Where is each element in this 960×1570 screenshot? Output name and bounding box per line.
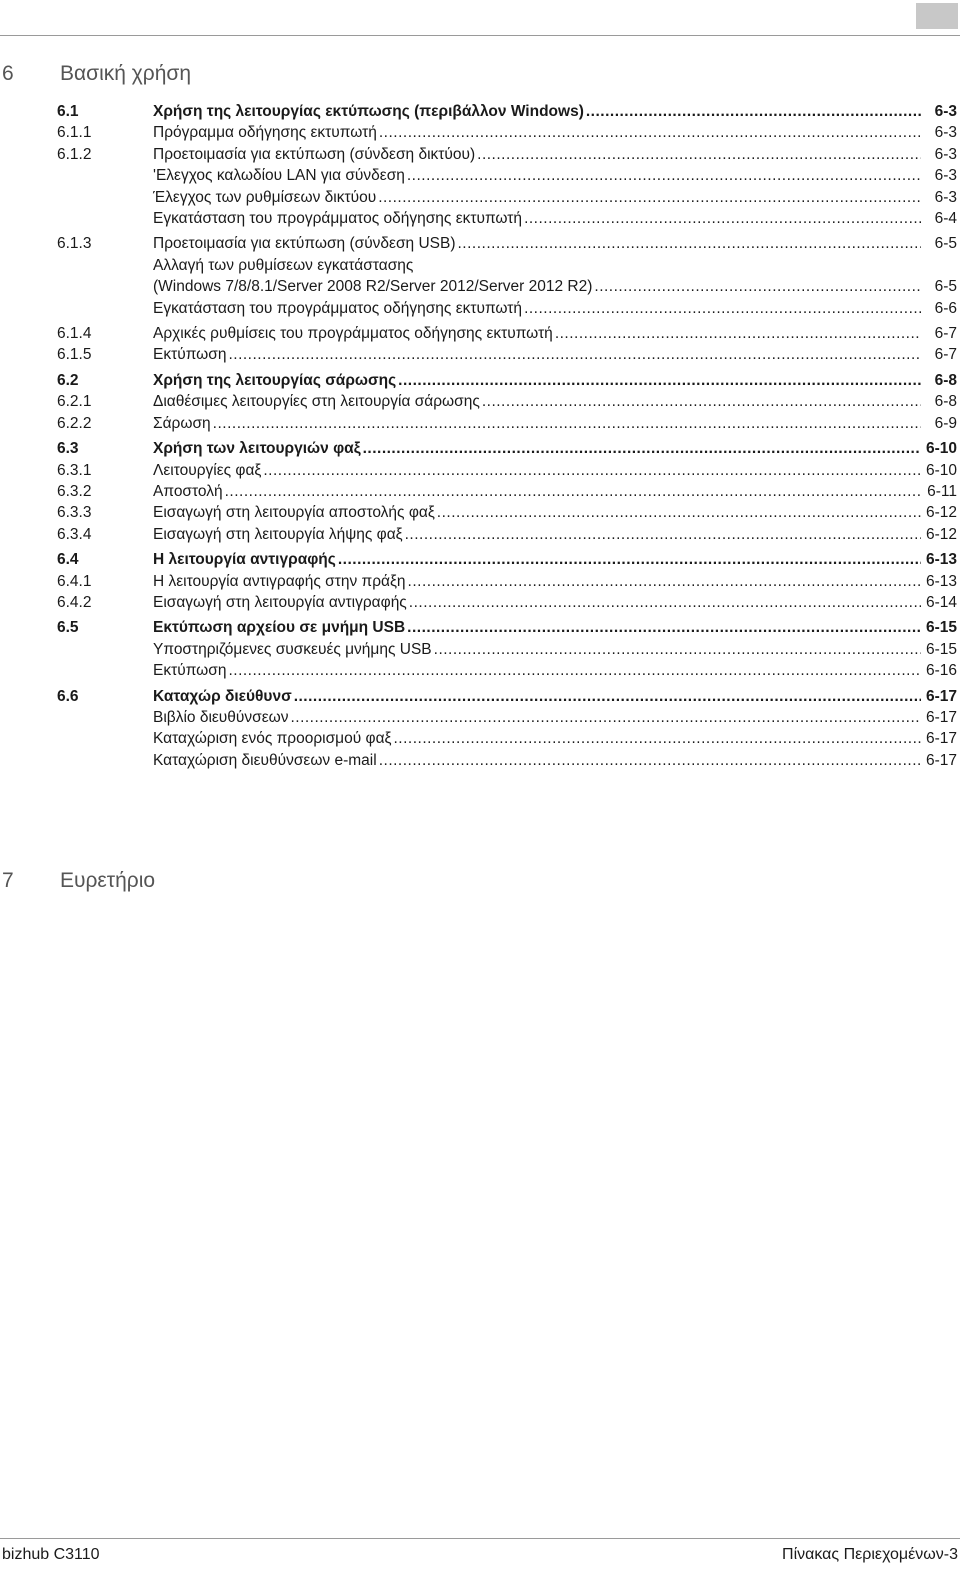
toc-entry-number: 6.2.2 xyxy=(57,414,92,432)
toc-entry-page: 6-3 xyxy=(934,145,957,163)
toc-entry-number: 6.5 xyxy=(57,619,79,637)
dot-leader xyxy=(434,639,921,660)
toc-entry-page: 6-16 xyxy=(925,662,957,680)
chapter-number: 7 xyxy=(2,869,14,892)
toc-entry[interactable] xyxy=(0,101,957,122)
toc-entry-title: Η λειτουργία αντιγραφής xyxy=(153,551,336,569)
toc-entry[interactable] xyxy=(0,165,957,186)
toc-entry[interactable] xyxy=(0,233,957,254)
toc-entry[interactable] xyxy=(0,298,957,319)
dot-leader xyxy=(586,101,921,122)
toc-entry-title: Εγκατάσταση του προγράμματος οδήγησης εκτυπωτή xyxy=(153,299,523,317)
toc-entry-page: 6-9 xyxy=(934,414,957,432)
toc-entry[interactable] xyxy=(0,481,957,502)
toc-entry-title: Χρήση της λειτουργίας σάρωσης xyxy=(153,371,397,389)
toc-entry-page: 6-4 xyxy=(934,210,957,228)
dot-leader xyxy=(398,370,921,391)
toc-entry[interactable] xyxy=(0,344,957,365)
toc-entry[interactable] xyxy=(0,728,957,749)
chapter-6-heading xyxy=(0,62,191,86)
toc-entry-title: Η λειτουργία αντιγραφής στην πράξη xyxy=(153,572,406,590)
dot-leader xyxy=(290,707,921,728)
dot-leader xyxy=(338,549,921,570)
toc-entry-number: 6.6 xyxy=(57,687,79,705)
toc-entry-page: 6-12 xyxy=(925,504,957,522)
toc-entry-page: 6-3 xyxy=(934,167,957,185)
toc-entry-title: Εκτύπωση xyxy=(153,662,227,680)
toc-entry-number: 6.2 xyxy=(57,371,79,389)
toc-entry[interactable] xyxy=(0,208,957,229)
toc-entry-page: 6-3 xyxy=(934,188,957,206)
toc-entry-page: 6-13 xyxy=(925,572,957,590)
dot-leader xyxy=(225,481,921,502)
dot-leader xyxy=(408,571,921,592)
toc-entry-page: 6-5 xyxy=(934,278,957,296)
dot-leader xyxy=(407,165,921,186)
toc-entry-title: Εισαγωγή στη λειτουργία αποστολής φαξ xyxy=(153,504,435,522)
toc-entry[interactable] xyxy=(0,707,957,728)
toc-entry[interactable] xyxy=(0,571,957,592)
chapter-number: 6 xyxy=(2,62,14,85)
dot-leader xyxy=(524,208,921,229)
toc-entry-page: 6-3 xyxy=(934,124,957,142)
dot-leader xyxy=(594,276,921,297)
chapter-title: Ευρετήριο xyxy=(60,869,156,892)
toc-entry-page: 6-15 xyxy=(925,640,957,658)
toc-entry-page: 6-8 xyxy=(934,371,957,389)
toc-entry-number: 6.1.2 xyxy=(57,145,92,163)
toc-entry[interactable] xyxy=(0,750,957,771)
toc-entry[interactable] xyxy=(0,276,957,297)
corner-tab xyxy=(916,3,958,29)
dot-leader xyxy=(294,686,921,707)
toc-entry-page: 6-6 xyxy=(934,299,957,317)
toc-entry-number: 6.3.2 xyxy=(57,482,92,500)
dot-leader xyxy=(405,524,921,545)
toc-entry-title: Πρόγραμμα οδήγησης εκτυπωτή xyxy=(153,124,377,142)
toc-entry-page: 6-17 xyxy=(925,730,957,748)
dot-leader xyxy=(482,391,921,412)
toc-entry-number: 6.4.1 xyxy=(57,572,92,590)
toc-entry-title: Εγκατάσταση του προγράμματος οδήγησης εκτυπωτή xyxy=(153,210,523,228)
toc-entry[interactable] xyxy=(0,686,957,707)
toc-entry-number: 6.1 xyxy=(57,103,79,120)
dot-leader xyxy=(379,750,921,771)
toc-entry-title: Καταχώρ διεύθυνσ xyxy=(153,687,292,705)
toc-entry-page: 6-8 xyxy=(934,393,957,411)
toc-entry-page: 6-5 xyxy=(934,235,957,253)
toc-entry-title: Βιβλίο διευθύνσεων xyxy=(153,708,289,726)
toc-entry-number: 6.4 xyxy=(57,551,79,569)
toc-entry-title: Αλλαγή των ρυθμίσεων εγκατάστασης xyxy=(153,256,414,274)
toc-entry-title: Χρήση της λειτουργίας εκτύπωσης (περιβάλλον Windows) xyxy=(153,103,584,120)
dot-leader xyxy=(458,233,922,254)
dot-leader xyxy=(409,592,921,613)
toc-entry[interactable] xyxy=(0,144,957,165)
toc-entry[interactable] xyxy=(0,639,957,660)
toc-entry-page: 6-7 xyxy=(934,325,957,343)
toc-entry-page: 6-7 xyxy=(934,346,957,364)
toc-entry-page: 6-17 xyxy=(925,751,957,769)
toc-entry-title: Υποστηριζόμενες συσκευές μνήμης USB xyxy=(153,640,432,658)
toc-entry-title: 'Ελεγχος καλωδίου LAN για σύνδεση xyxy=(153,167,405,185)
toc-entry-page: 6-17 xyxy=(925,687,957,705)
toc-entry-number: 6.4.2 xyxy=(57,593,92,611)
dot-leader xyxy=(407,617,921,638)
toc-entry-title: Λειτουργίες φαξ xyxy=(153,461,262,479)
toc-entry-page: 6-10 xyxy=(925,461,957,479)
toc-entry[interactable] xyxy=(0,502,957,523)
toc-entry[interactable] xyxy=(0,413,957,434)
toc-entry-title: Προετοιμασία για εκτύπωση (σύνδεση USB) xyxy=(153,235,456,253)
toc-entry[interactable] xyxy=(0,122,957,143)
toc-entry-number: 6.2.1 xyxy=(57,393,92,411)
dot-leader xyxy=(379,122,921,143)
toc-entry-number: 6.1.1 xyxy=(57,124,92,142)
toc-entry-title: Εισαγωγή στη λειτουργία αντιγραφής xyxy=(153,593,407,611)
toc-entry-title: Εκτύπωση xyxy=(153,346,227,364)
dot-leader xyxy=(363,438,921,459)
toc-entry-title: Σάρωση xyxy=(153,414,211,432)
toc-entry-title: Αποστολή xyxy=(153,482,223,500)
toc-entry-page: 6-17 xyxy=(925,708,957,726)
toc-entry[interactable] xyxy=(0,187,957,208)
toc-entry-title: Διαθέσιμες λειτουργίες στη λειτουργία σάρωσης xyxy=(153,393,480,411)
toc-entry-title: Εκτύπωση αρχείου σε μνήμη USB xyxy=(153,619,406,637)
toc-entry-title: Εισαγωγή στη λειτουργία λήψης φαξ xyxy=(153,525,403,543)
toc-entry-page: 6-12 xyxy=(925,525,957,543)
toc-entry-title: (Windows 7/8/8.1/Server 2008 R2/Server 2012/Server 2012 R2) xyxy=(153,278,593,296)
toc-entry[interactable] xyxy=(0,549,957,570)
toc-entry[interactable] xyxy=(0,370,957,391)
toc-entry[interactable] xyxy=(0,323,957,344)
toc-entry-page: 6-11 xyxy=(927,482,957,500)
toc-entry-title: Καταχώριση ενός προορισμού φαξ xyxy=(153,730,392,748)
chapter-title: Βασική χρήση xyxy=(60,62,192,85)
toc-entry-title: Έλεγχος των ρυθμίσεων δικτύου xyxy=(153,188,377,206)
toc-entry-number: 6.3.4 xyxy=(57,525,92,543)
toc-entry[interactable] xyxy=(0,617,957,638)
dot-leader xyxy=(393,728,921,749)
dot-leader xyxy=(378,187,921,208)
toc-entry[interactable] xyxy=(0,391,957,412)
table-of-contents xyxy=(0,97,957,771)
dot-leader xyxy=(477,144,921,165)
toc-entry-page: 6-13 xyxy=(925,551,957,569)
toc-entry[interactable] xyxy=(0,592,957,613)
toc-entry-page: 6-10 xyxy=(925,440,957,458)
toc-entry-title: Χρήση των λειτουργιών φαξ xyxy=(153,440,361,458)
toc-entry-title: Καταχώριση διευθύνσεων e-mail xyxy=(153,751,377,769)
toc-entry-page: 6-14 xyxy=(925,593,957,611)
dot-leader xyxy=(524,298,921,319)
toc-entry[interactable] xyxy=(0,524,957,545)
toc-entry-page: 6-3 xyxy=(934,103,957,120)
toc-entry[interactable] xyxy=(0,460,957,481)
dot-leader xyxy=(263,460,921,481)
toc-entry-number: 6.1.5 xyxy=(57,346,92,364)
toc-entry-title: Αρχικές ρυθμίσεις του προγράμματος οδήγησης εκτυπωτή xyxy=(153,325,553,343)
toc-entry-number: 6.3.1 xyxy=(57,461,92,479)
dot-leader xyxy=(437,502,921,523)
bottom-rule xyxy=(0,1538,960,1539)
toc-entry-number: 6.1.3 xyxy=(57,235,92,253)
toc-entry-number: 6.1.4 xyxy=(57,325,92,343)
dot-leader xyxy=(228,660,921,681)
top-rule xyxy=(0,35,960,36)
footer-product-name: bizhub C3110 xyxy=(2,1546,100,1563)
dot-leader xyxy=(228,344,921,365)
footer-page-label: Πίνακας Περιεχομένων-3 xyxy=(782,1546,958,1563)
dot-leader xyxy=(213,413,921,434)
toc-entry-number: 6.3.3 xyxy=(57,504,92,522)
toc-entry[interactable] xyxy=(0,660,957,681)
dot-leader xyxy=(555,323,921,344)
chapter-7-heading xyxy=(0,869,155,893)
toc-entry-title: Προετοιμασία για εκτύπωση (σύνδεση δικτύου) xyxy=(153,145,476,163)
toc-entry[interactable] xyxy=(0,438,957,459)
toc-entry-page: 6-15 xyxy=(925,619,957,637)
toc-entry-number: 6.3 xyxy=(57,440,79,458)
toc-entry[interactable] xyxy=(0,255,957,276)
